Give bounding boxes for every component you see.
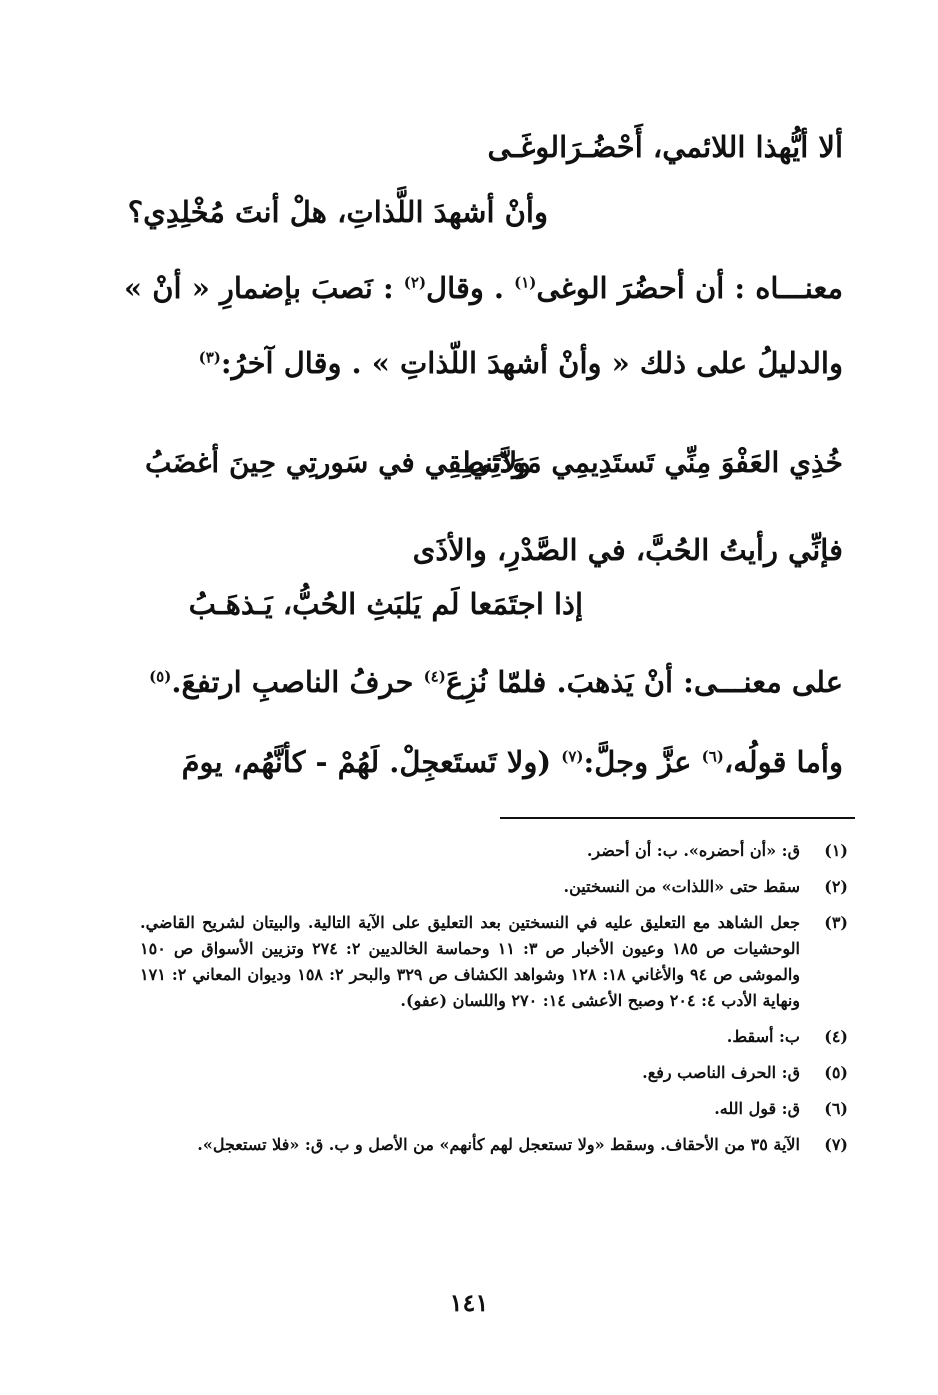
footnote-text: ب: أسقط. — [726, 1027, 800, 1046]
footnote-3 — [140, 910, 848, 1014]
para2-line1b-text: حرفُ الناصبِ ارتفعَ. — [171, 665, 414, 699]
verse3-line1-text: فإنِّي رأيتُ الحُبَّ، في الصَّدْرِ، والأذَى — [412, 533, 843, 567]
para2-line1 — [149, 660, 843, 704]
verse3-line1 — [413, 528, 843, 572]
footnote-separator — [500, 817, 855, 819]
para2-line2a-text: وأما قولُه، — [723, 745, 843, 779]
verse2-hemistich1-text: خُذِي العَفْوَ مِنِّي تَستَدِيمِي مَوَدَّتِي — [468, 446, 843, 479]
footnote-ref-4[interactable]: (٤) — [423, 667, 446, 686]
verse2-hemistich2-text: ولاتَنطِقِي في سَورتِي حِينَ أغضَبُ — [145, 446, 531, 479]
footnote-number: (١) — [824, 841, 848, 860]
verse1-line1 — [487, 125, 843, 169]
para2-line1a-text: على معنـــى: أنْ يَذهبَ. فلمّا نُزِعَ — [445, 665, 843, 699]
footnote-text: جعل الشاهد مع التعليق عليه في النسختين بعد التعليق على الآية التالية. والبيتان لشريح القاضي. الوحشيات ص ١٨٥ وعيون الأخبار ص ٣: ١١ وحماسة الخالديين ٢: ٢٧٤ وتزيين الأسواق ص ١٥٠ والموشى ص ٩٤ والأغاني ١٨: ١٢٨ وشواهد الكشاف ص ٣٢٩ والبحر ٢: ١٥٨ وديوان المعاني ٢: ١٧١ ونهاية الأدب ٤: ٢٠٤ وصبح الأعشى ١٤: ٢٧٠ واللسان (عفو). — [140, 913, 801, 1010]
footnote-ref-1[interactable]: (١) — [514, 273, 537, 292]
para2-line2 — [182, 740, 843, 784]
verse1-line2-text: وأنْ أشهدَ اللَّذاتِ، هلْ أنتَ مُخْلِدِي؟ — [127, 195, 548, 229]
footnote-5 — [140, 1060, 848, 1086]
para1-line1-text: معنـــاه : أن أحضُرَ الوغى — [536, 271, 843, 305]
para1-line1c-text: : نَصبَ بإضمارِ « أنْ » — [124, 271, 394, 305]
footnote-number: (٤) — [824, 1027, 848, 1046]
verse3-line2-text: إذا اجتَمَعا لَم يَلبَثِ الحُبُّ، يَـذهَـبُ — [188, 587, 583, 621]
footnote-7 — [140, 1132, 848, 1158]
footnote-text: ق: الحرف الناصب رفع. — [642, 1063, 800, 1082]
footnote-number: (٧) — [824, 1135, 848, 1154]
para1-line1b-text: . وقال — [426, 271, 505, 305]
verse1-line2 — [128, 190, 548, 234]
footnote-1 — [140, 838, 848, 864]
footnote-ref-6[interactable]: (٦) — [701, 747, 724, 766]
footnote-text: سقط حتى «اللذات» من النسختين. — [563, 877, 800, 896]
footnote-ref-3[interactable]: (٣) — [198, 348, 221, 367]
para2-line2b-text: عزَّ وجلَّ: — [583, 745, 692, 779]
verse1-line1-text: ألا أيُّهذا اللائمي، أَحْضُـرَالوغَـى — [487, 130, 843, 164]
footnote-ref-2[interactable]: (٢) — [403, 273, 427, 292]
para1-line2 — [199, 341, 843, 385]
page-number: ١٤١ — [449, 1288, 489, 1317]
footnote-number: (٦) — [824, 1099, 848, 1118]
footnote-number: (٣) — [824, 913, 848, 932]
footnote-text: الآية ٣٥ من الأحقاف. وسقط «ولا تستعجل لهم كأنهم» من الأصل و ب. ق: «فلا تستعجل». — [197, 1135, 800, 1154]
verse3-line2 — [189, 582, 583, 626]
footnote-6 — [140, 1096, 848, 1122]
para1-line2-text: والدليلُ على ذلك « وأنْ أشهدَ اللّذاتِ » . وقال آخرُ: — [220, 346, 843, 380]
footnote-number: (٢) — [824, 877, 848, 896]
footnote-ref-7[interactable]: (٧) — [561, 747, 584, 766]
para1-line1 — [124, 266, 843, 310]
footnote-number: (٥) — [824, 1063, 848, 1082]
footnote-text: ق: «أن أحضره». ب: أن أحضر. — [586, 841, 800, 860]
footnote-4 — [140, 1024, 848, 1050]
para2-line2c-text: (ولا تَستَعجِلْ. لَهُمْ - كأنَّهُم، يومَ — [181, 745, 552, 779]
footnote-2 — [140, 874, 848, 900]
verse2-hemistich2 — [145, 441, 531, 485]
footnotes — [140, 838, 848, 1168]
footnote-text: ق: قول الله. — [714, 1099, 800, 1118]
footnote-ref-5[interactable]: (٥) — [149, 667, 172, 686]
